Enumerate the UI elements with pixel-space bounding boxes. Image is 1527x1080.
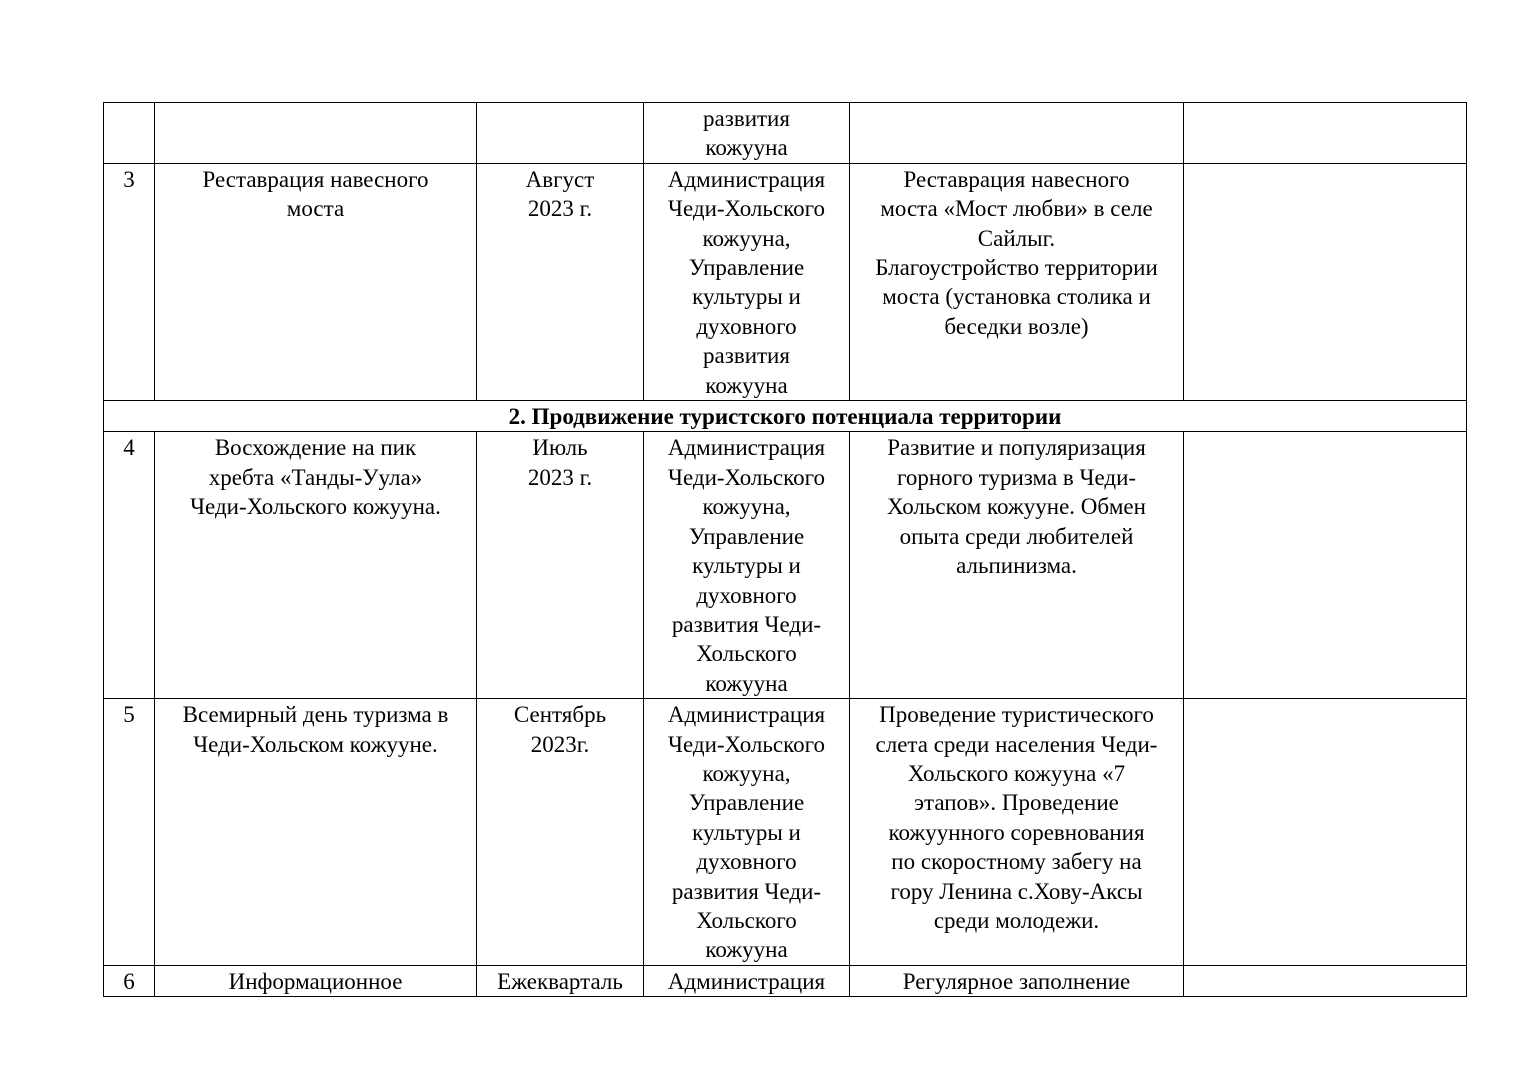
cell-date	[477, 103, 644, 164]
cell-description: Регулярное заполнение	[850, 965, 1184, 996]
cell-note	[1184, 432, 1467, 699]
cell-name: Информационное	[155, 965, 477, 996]
cell-num: 4	[104, 432, 155, 699]
cell-responsible: Администрация	[644, 965, 850, 996]
cell-num: 6	[104, 965, 155, 996]
cell-note	[1184, 163, 1467, 400]
cell-name: Всемирный день туризма в Чеди-Хольском кожууне.	[155, 699, 477, 966]
cell-num: 5	[104, 699, 155, 966]
cell-note	[1184, 103, 1467, 164]
cell-description: Проведение туристического слета среди населения Чеди- Хольского кожууна «7 этапов». Проведение кожуунного соревнования по скоростному забегу на гору Ленина с.Хову-Аксы среди молодежи.	[850, 699, 1184, 966]
cell-date: Август 2023 г.	[477, 163, 644, 400]
table-row	[104, 432, 1467, 699]
cell-date: Июль 2023 г.	[477, 432, 644, 699]
cell-note	[1184, 699, 1467, 966]
table-row	[104, 699, 1467, 966]
cell-responsible: Администрация Чеди-Хольского кожууна, Управление культуры и духовного развития кожууна	[644, 163, 850, 400]
cell-responsible: Администрация Чеди-Хольского кожууна, Управление культуры и духовного развития Чеди- Хольского кожууна	[644, 699, 850, 966]
table-row	[104, 965, 1467, 996]
section-title: 2. Продвижение туристского потенциала территории	[104, 401, 1467, 432]
cell-responsible: Администрация Чеди-Хольского кожууна, Управление культуры и духовного развития Чеди- Хольского кожууна	[644, 432, 850, 699]
cell-description: Развитие и популяризация горного туризма в Чеди- Хольском кожууне. Обмен опыта среди любителей альпинизма.	[850, 432, 1184, 699]
cell-name: Восхождение на пик хребта «Танды-Уула» Чеди-Хольского кожууна.	[155, 432, 477, 699]
cell-description	[850, 103, 1184, 164]
cell-name: Реставрация навесного моста	[155, 163, 477, 400]
cell-date: Сентябрь 2023г.	[477, 699, 644, 966]
section-heading-row	[104, 401, 1467, 432]
cell-date: Ежекварталь	[477, 965, 644, 996]
table-row-continued	[104, 103, 1467, 164]
cell-num: 3	[104, 163, 155, 400]
cell-note	[1184, 965, 1467, 996]
event-plan-table	[103, 102, 1467, 997]
cell-responsible: развития кожууна	[644, 103, 850, 164]
cell-name	[155, 103, 477, 164]
cell-description: Реставрация навесного моста «Мост любви» в селе Сайлыг. Благоустройство территории моста (установка столика и беседки возле)	[850, 163, 1184, 400]
table-row	[104, 163, 1467, 400]
cell-num	[104, 103, 155, 164]
